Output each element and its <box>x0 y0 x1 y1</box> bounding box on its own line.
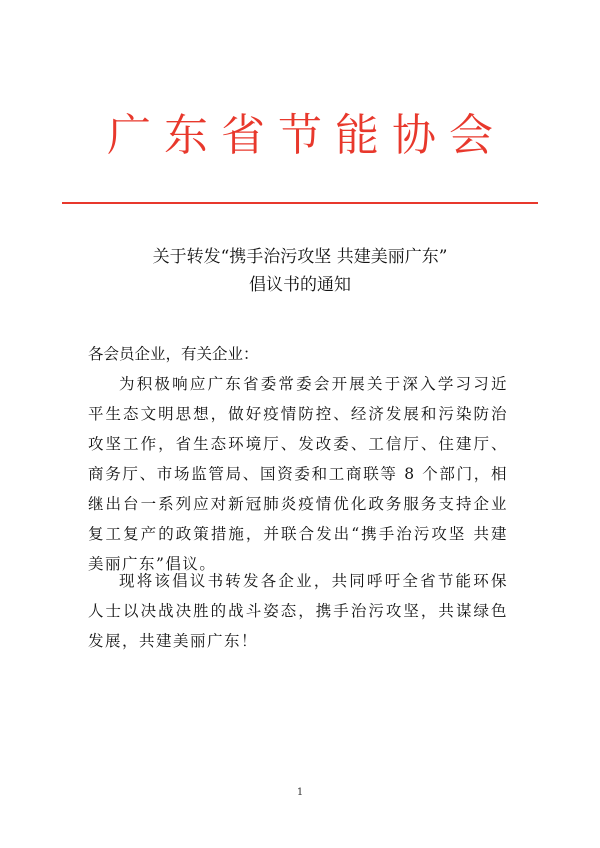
page-number: 1 <box>296 787 304 798</box>
organization-letterhead: 广东省节能协会 <box>107 110 506 161</box>
letterhead-red-rule <box>62 202 538 204</box>
document-title-line2: 倡议书的通知 <box>249 275 351 295</box>
salutation: 各会员企业，有关企业： <box>88 345 259 363</box>
document-title-line1: 关于转发“携手治污攻坚 共建美丽广东” <box>152 247 448 267</box>
body-paragraph-1: 为积极响应广东省委常委会开展关于深入学习习近平生态文明思想，做好疫情防控、经济发展和污染防治攻坚工作，省生态环境厅、发改委、工信厅、住建厅、商务厅、市场监管局、国资委和工商联等 8 个部门，相继出台一系列应对新冠肺炎疫情优化政务服务支持企业复工复产的政策措施，并联合发出“携手治污攻坚 共建美丽广东”倡议。 <box>88 375 508 573</box>
body-paragraph-2: 现将该倡议书转发各企业，共同呼吁全省节能环保人士以决战决胜的战斗姿态，携手治污攻坚，共谋绿色发展，共建美丽广东！ <box>88 572 508 650</box>
